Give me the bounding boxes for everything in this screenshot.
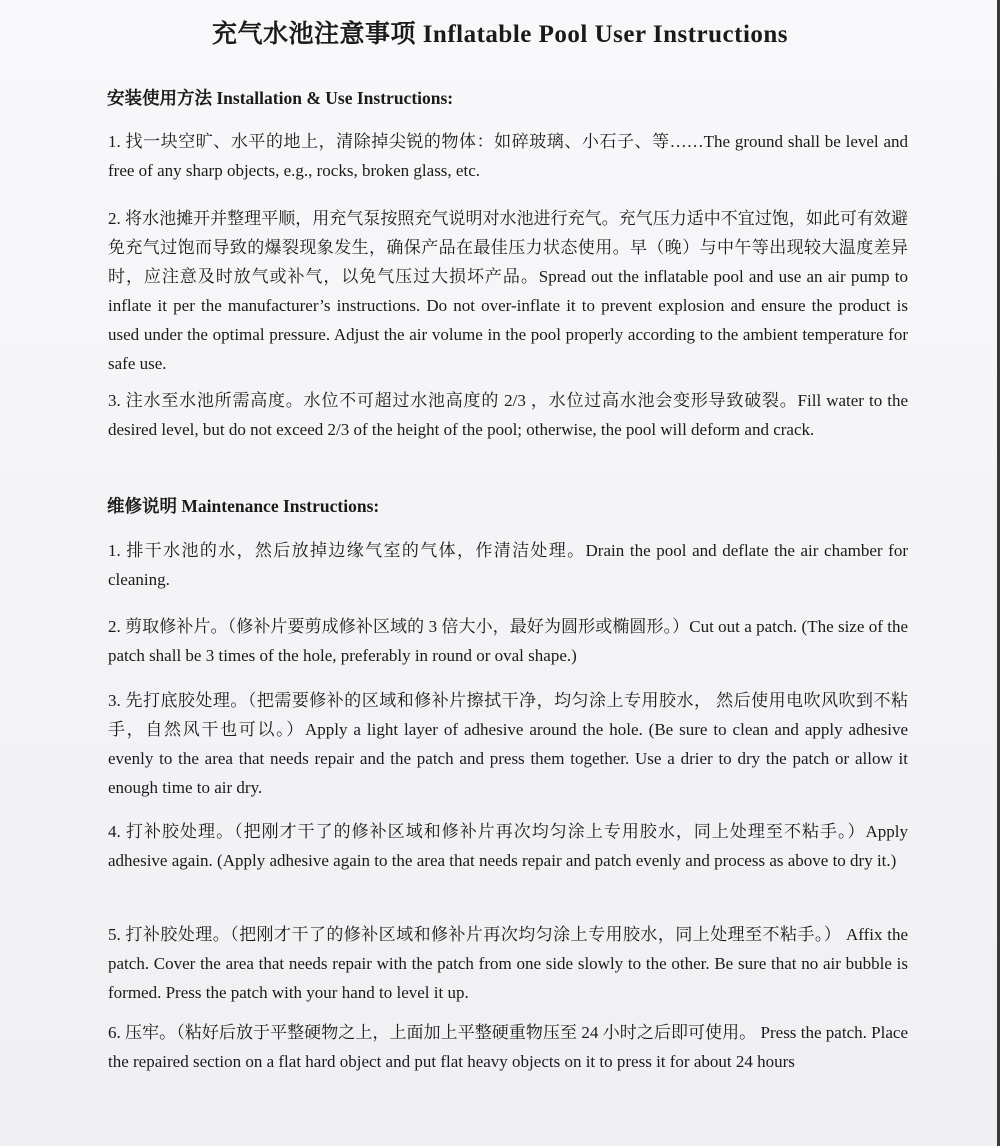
installation-heading: 安装使用方法 Installation & Use Instructions:: [107, 88, 454, 108]
maintenance-item-5: 5. 打补胶处理。（把刚才干了的修补区域和修补片再次均匀涂上专用胶水，同上处理至不粘手。） Affix the patch. Cover the area that needs repair with the patch from one side slowly to the other. Be sure that no air bubble is formed. Press the patch with your hand to level it up.: [108, 925, 908, 1002]
maintenance-item-4: 4. 打补胶处理。（把刚才干了的修补区域和修补片再次均匀涂上专用胶水，同上处理至不粘手。）Apply adhesive again. (Apply adhesive again to the area that needs repair and patch evenly and process as above to dry it.): [108, 822, 908, 870]
maintenance-item-2: 2. 剪取修补片。（修补片要剪成修补区域的 3 倍大小，最好为圆形或椭圆形。）Cut out a patch. (The size of the patch shall be 3 times of the hole, preferably in round or oval shape.): [108, 617, 908, 665]
installation-item-1: 1. 找一块空旷、水平的地上，清除掉尖锐的物体：如碎玻璃、小石子、等……The ground shall be level and free of any sharp objects, e.g., rocks, broken glass, etc.: [108, 132, 908, 180]
installation-item-3: 3. 注水至水池所需高度。水位不可超过水池高度的 2/3 ，水位过高水池会变形导致破裂。Fill water to the desired level, but do not exceed 2/3 of the height of the pool; otherwise, the pool will deform and crack.: [108, 391, 908, 439]
maintenance-heading: 维修说明 Maintenance Instructions:: [107, 496, 380, 516]
maintenance-item-3: 3. 先打底胶处理。（把需要修补的区域和修补片擦拭干净，均匀涂上专用胶水， 然后使用电吹风吹到不粘手，自然风干也可以。）Apply a light layer of adhesive around the hole. (Be sure to clean and apply adhesive evenly to the area that needs repair and the patch and press them together. Use a drier to dry the patch or allow it enough time to air dry.: [108, 691, 908, 797]
installation-item-2: 2. 将水池摊开并整理平顺，用充气泵按照充气说明对水池进行充气。充气压力适中不宜过饱，如此可有效避免充气过饱而导致的爆裂现象发生，确保产品在最佳压力状态使用。早（晚）与中午等出现较大温度差异时，应注意及时放气或补气，以免气压过大损坏产品。Spread out the inflatable pool and use an air pump to inflate it per the manufacturer’s instructions. Do not over-inflate it to prevent explosion and ensure the product is used under the optimal pressure. Adjust the air volume in the pool properly according to the ambient temperature for safe use.: [108, 209, 908, 373]
maintenance-item-1: 1. 排干水池的水，然后放掉边缘气室的气体，作清洁处理。Drain the pool and deflate the air chamber for cleaning.: [108, 541, 908, 589]
maintenance-item-6: 6. 压牢。（粘好后放于平整硬物之上，上面加上平整硬重物压至 24 小时之后即可使用。 Press the patch. Place the repaired section on a flat hard object and put flat heavy objects on it to press it for about 24 hours: [108, 1023, 908, 1071]
document-title: 充气水池注意事项 Inflatable Pool User Instructions: [211, 21, 789, 48]
